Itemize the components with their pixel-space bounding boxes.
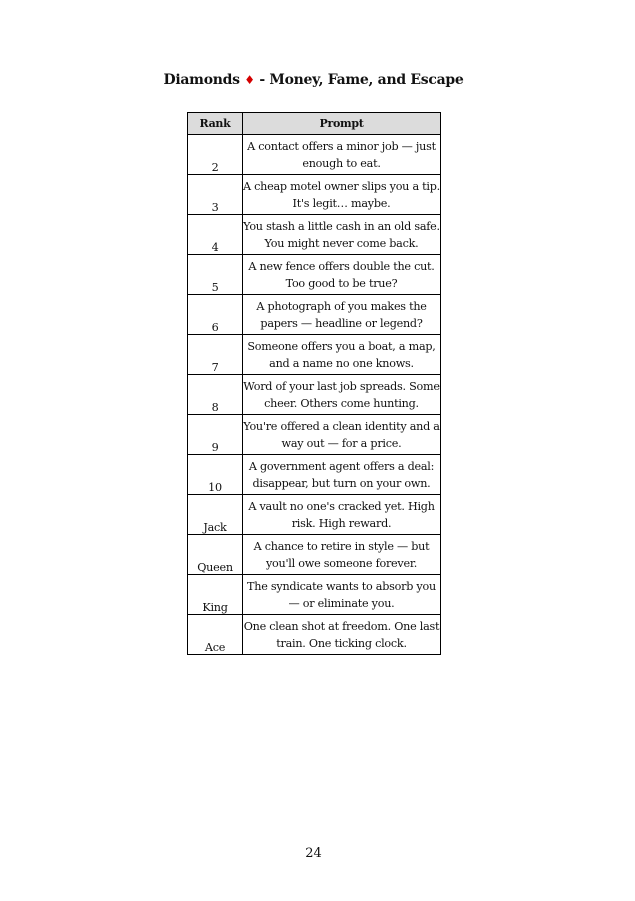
prompt-cell: A chance to retire in style — but you'll owe someone forever.	[243, 535, 441, 575]
prompt-cell: You're offered a clean identity and a way out — for a price.	[243, 415, 441, 455]
rank-cell: 2	[188, 135, 243, 175]
rank-cell: 6	[188, 295, 243, 335]
diamond-suit-icon: ♦	[244, 73, 255, 87]
title-suffix: - Money, Fame, and Escape	[259, 72, 464, 88]
prompt-cell: A cheap motel owner slips you a tip. It's legit… maybe.	[243, 175, 441, 215]
prompt-cell: Someone offers you a boat, a map, and a name no one knows.	[243, 335, 441, 375]
prompt-cell: You stash a little cash in an old safe. You might never come back.	[243, 215, 441, 255]
table-row	[188, 495, 441, 535]
rank-cell: 9	[188, 415, 243, 455]
prompt-cell: One clean shot at freedom. One last train. One ticking clock.	[243, 615, 441, 655]
prompt-column-header: Prompt	[243, 113, 441, 135]
table-row	[188, 335, 441, 375]
table-header-row	[188, 113, 441, 135]
table-row	[188, 615, 441, 655]
rank-cell: 7	[188, 335, 243, 375]
prompt-cell: Word of your last job spreads. Some cheer. Others come hunting.	[243, 375, 441, 415]
prompt-cell: A new fence offers double the cut. Too good to be true?	[243, 255, 441, 295]
rank-cell: Queen	[188, 535, 243, 575]
table-row	[188, 455, 441, 495]
rank-cell: Ace	[188, 615, 243, 655]
rank-cell: 4	[188, 215, 243, 255]
page-title	[0, 72, 627, 88]
rank-cell: 10	[188, 455, 243, 495]
title-prefix: Diamonds	[163, 72, 240, 88]
table-row	[188, 175, 441, 215]
page-number: 24	[305, 846, 322, 861]
rank-cell: 3	[188, 175, 243, 215]
table-row	[188, 215, 441, 255]
rank-cell: 8	[188, 375, 243, 415]
prompt-cell: A vault no one's cracked yet. High risk. High reward.	[243, 495, 441, 535]
table-row	[188, 135, 441, 175]
table-row	[188, 575, 441, 615]
rank-column-header: Rank	[188, 113, 243, 135]
rank-cell: 5	[188, 255, 243, 295]
table-row	[188, 255, 441, 295]
prompt-cell: A photograph of you makes the papers — headline or legend?	[243, 295, 441, 335]
table-row	[188, 415, 441, 455]
table-row	[188, 295, 441, 335]
table-row	[188, 375, 441, 415]
rank-cell: Jack	[188, 495, 243, 535]
prompt-table	[187, 112, 441, 655]
rank-cell: King	[188, 575, 243, 615]
prompt-cell: A government agent offers a deal: disappear, but turn on your own.	[243, 455, 441, 495]
table-row	[188, 535, 441, 575]
prompt-cell: A contact offers a minor job — just enough to eat.	[243, 135, 441, 175]
prompt-cell: The syndicate wants to absorb you — or eliminate you.	[243, 575, 441, 615]
